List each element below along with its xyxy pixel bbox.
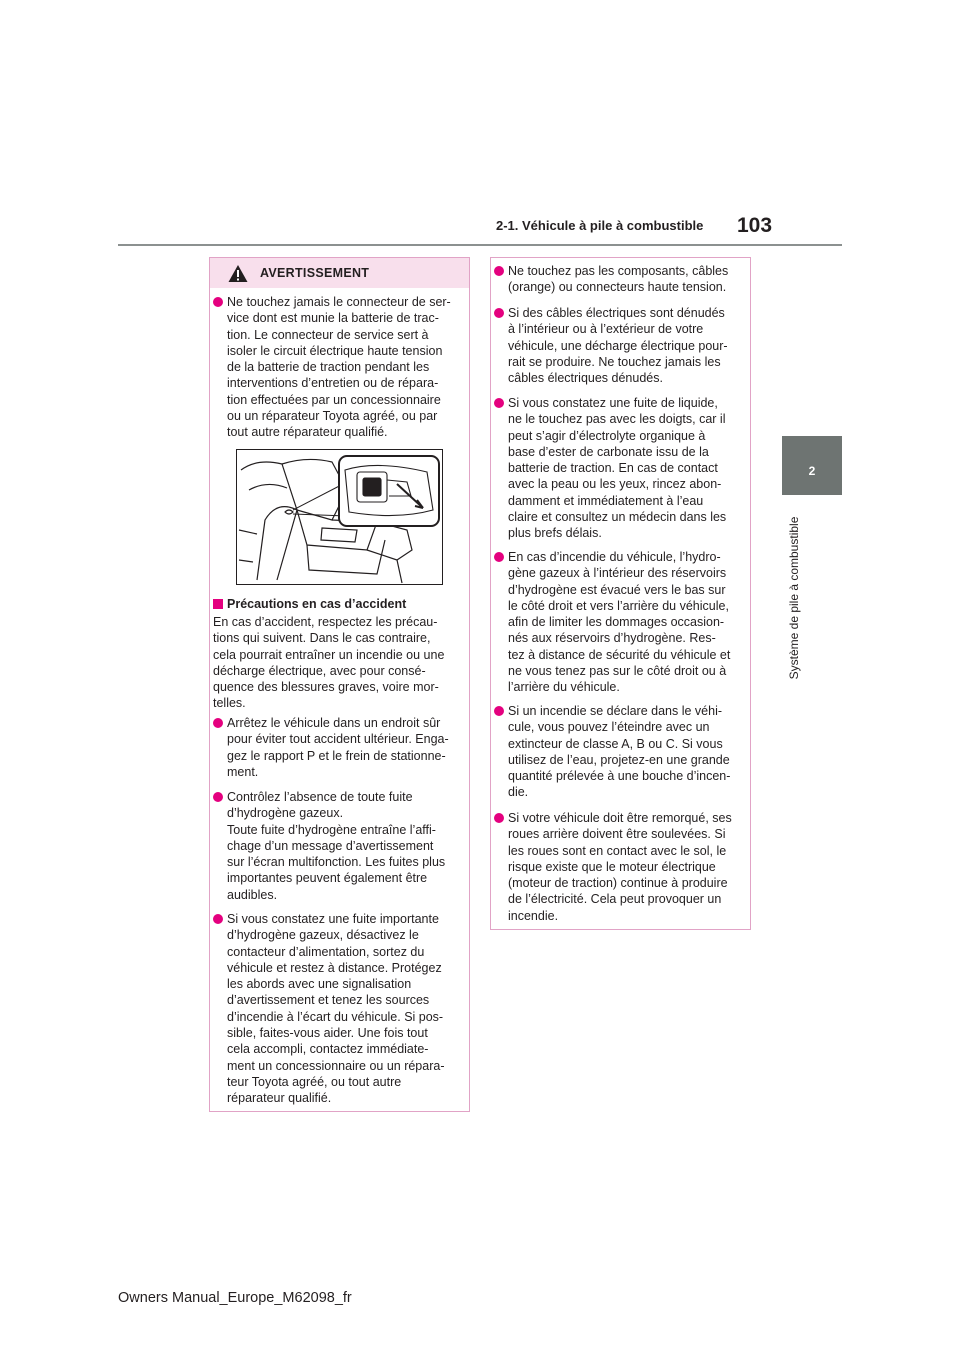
bullet-text: Si des câbles électriques sont dénudés à l’intérieur ou à l’extérieur de votre véhicule, une décharge électrique pour- rait se produire. Ne touchez jamais les câbles électriques dénudés.: [508, 306, 728, 386]
list-item: [494, 810, 749, 924]
accident-precautions-heading: [213, 597, 406, 611]
bullet-text: Contrôlez l’absence de toute fuite d’hydrogène gazeux. Toute fuite d’hydrogène entraîne l’affi- chage d’un message d’avertissement sur l’écran multifonction. Les fuites plus importantes peuvent également être audibles.: [227, 790, 446, 902]
bullet-dot-icon: [213, 914, 223, 924]
bullet-text: Ne touchez pas les composants, câbles (orange) ou connecteurs haute tension.: [508, 264, 729, 295]
warning-box-right: [490, 257, 751, 930]
list-item: [494, 549, 749, 696]
bullet-text: Si vous constatez une fuite importante d’hydrogène gazeux, désactivez le contacteur d’alimentation, sortez du véhicule et restez à distance. Protégez les abords avec une signalisation d’avertissement et tenez les sources d’incendie à l’écart du véhicule. Si pos- sible, faites-vous aider. Une fois tout cela accompli, contactez immédiate- ment un concessionnaire ou un répara- teur Toyota agréé, ou tout autre réparateur qualifié.: [227, 912, 445, 1106]
list-item: [494, 395, 749, 542]
page-footer: Owners Manual_Europe_M62098_fr: [118, 1290, 352, 1306]
warning-triangle-icon: [228, 264, 248, 283]
service-connector-illustration: [236, 449, 443, 585]
warning-title: AVERTISSEMENT: [260, 266, 370, 280]
bullet-dot-icon: [213, 792, 223, 802]
list-item: [213, 715, 468, 780]
warning-header: [210, 258, 469, 288]
bullet-text: Si un incendie se déclare dans le véhi- cule, vous pouvez l’éteindre avec un extincteur de classe A, B ou C. Si vous utilisez de l’eau, projetez-en une grande quantité prélevée à une bouche d’incen- die.: [508, 704, 731, 800]
list-item: [494, 263, 749, 296]
chapter-tab: 2: [782, 436, 842, 495]
list-item: [213, 789, 468, 903]
bullet-dot-icon: [494, 552, 504, 562]
list-item: [213, 911, 468, 1107]
bullet-dot-icon: [494, 813, 504, 823]
bullet-dot-icon: [494, 398, 504, 408]
bullet-text: Si vous constatez une fuite de liquide, ne le touchez pas avec les doigts, car il peut s’agir d’électrolyte organique à base d’ester de carbonate issu de la batterie de traction. En cas de contact avec la peau ou les yeux, rincez abon- damment et immédiatement à l’eau claire et consultez un médecin dans les plus brefs délais.: [508, 396, 727, 541]
page-number: 103: [737, 214, 773, 237]
list-item: [494, 305, 749, 386]
list-item: [213, 294, 468, 441]
header-rule: [118, 244, 842, 246]
subheading-text: Précautions en cas d’accident: [227, 597, 407, 611]
bullet-text: Ne touchez jamais le connecteur de ser- vice dont est munie la batterie de trac- tion. Le connecteur de service sert à isoler le circuit électrique haute tension de la batterie de traction pendant les interventions d’entretien ou de répara- tion effectuées par un concessionnaire ou un réparateur Toyota agréé, ou par tout autre réparateur qualifié.: [227, 295, 451, 440]
bullet-dot-icon: [494, 706, 504, 716]
warning-box-left: [209, 257, 470, 1112]
bullet-text: En cas d’incendie du véhicule, l’hydro- gène gazeux à l’intérieur des réservoirs d’hydrogène est évacué vers le bas sur le côté droit et vers l’arrière du véhicule, afin de limiter les dommages occasion- nés aux réservoirs d’hydrogène. Res- tez à distance de sécurité du véhicule et ne vous tenez pas sur le côté droit ou à l’arrière du véhicule.: [508, 550, 731, 695]
rear-seat-illustration: [237, 450, 442, 584]
bullet-dot-icon: [494, 266, 504, 276]
bullet-dot-icon: [213, 297, 223, 307]
bullet-text: Si votre véhicule doit être remorqué, ses roues arrière doivent être soulevées. Si les roues sont en contact avec le sol, le risque existe que le moteur électrique (moteur de traction) continue à produire de l’électricité. Cela peut provoquer un incendie.: [508, 811, 732, 923]
square-bullet-icon: [213, 599, 223, 609]
bullet-dot-icon: [494, 308, 504, 318]
chapter-side-title: [784, 505, 804, 691]
bullet-text: Arrêtez le véhicule dans un endroit sûr pour éviter tout accident ultérieur. Enga- gez le rapport P et le frein de stationne- ment.: [227, 716, 449, 779]
bullet-dot-icon: [213, 718, 223, 728]
list-item: [494, 703, 749, 801]
chapter-side-title-text: Système de pile à combustible: [787, 516, 801, 680]
section-title: 2-1. Véhicule à pile à combustible: [496, 218, 704, 233]
accident-intro: En cas d’accident, respectez les précau- tions qui suivent. Dans le cas contraire, cela pourrait entraîner un incendie ou une décharge électrique, avec pour consé- quence des blessures graves, voire mor- telles.: [213, 615, 445, 711]
